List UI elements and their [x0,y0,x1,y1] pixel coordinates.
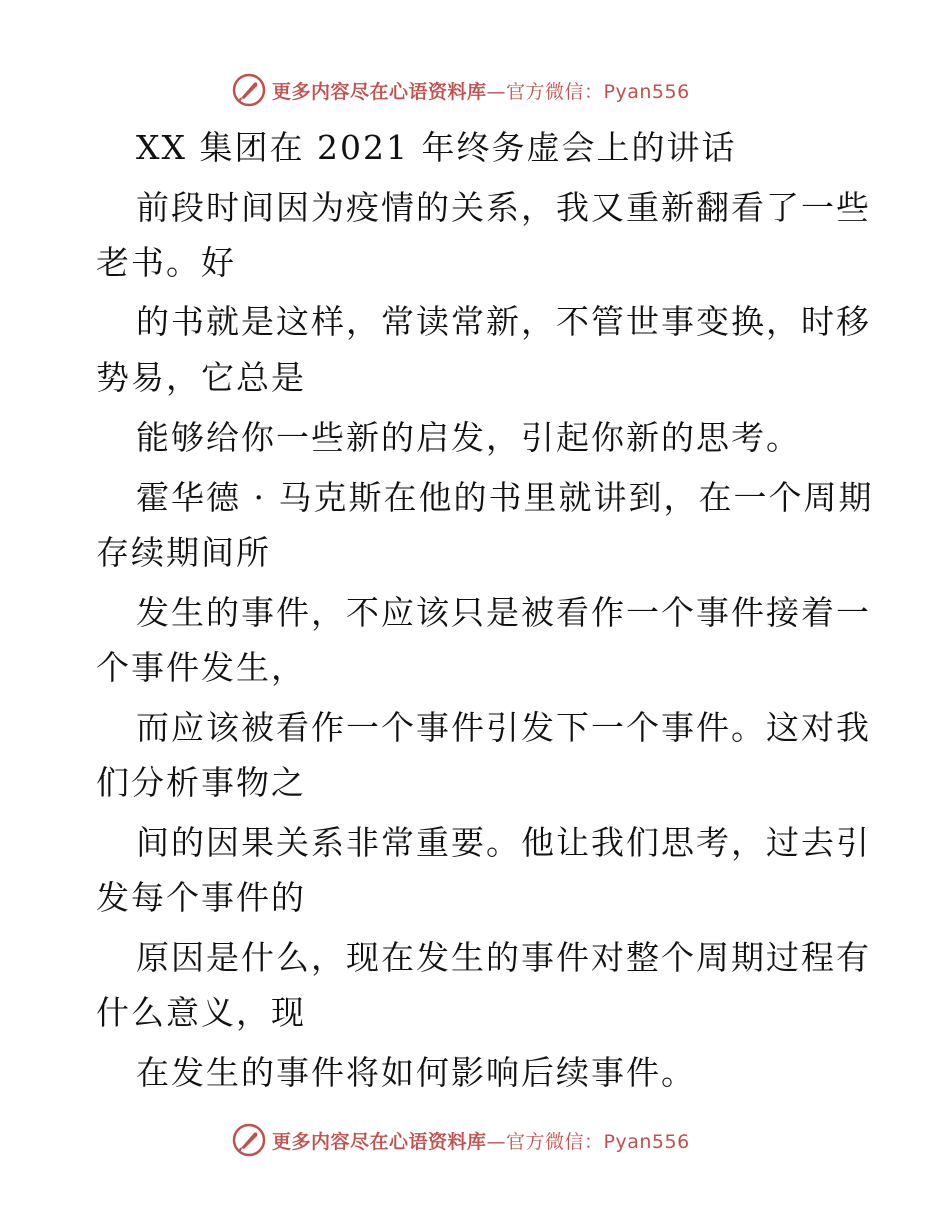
paragraph-line: 原因是什么，现在发生的事件对整个周期过程有 [136,938,871,977]
document-title: XX 集团在 2021 年终务虚会上的讲话 [136,128,737,167]
paragraph-line: 老书。好 [96,243,236,282]
paragraph-line: 前段时间因为疫情的关系，我又重新翻看了一些 [136,188,871,227]
paragraph-line: 们分析事物之 [96,763,306,802]
paragraph-line: 能够给你一些新的启发，引起你新的思考。 [136,418,801,457]
watermark-text [272,1127,690,1154]
watermark-separator: — [486,80,507,103]
paragraph-line: 势易，它总是 [96,358,306,397]
quill-logo-icon [232,1123,266,1157]
footer-watermark [232,1122,690,1158]
paragraph-line: 什么意义，现 [96,993,306,1032]
watermark-brand: 更多内容尽在心语资料库 [272,1130,487,1153]
paragraph-line: 个事件发生， [96,648,306,687]
paragraph-line: 霍华德 · 马克斯在他的书里就讲到，在一个周期 [136,478,874,517]
watermark-brand: 更多内容尽在心语资料库 [272,80,487,103]
paragraph-line: 在发生的事件将如何影响后续事件。 [136,1053,696,1092]
paragraph-line: 间的因果关系非常重要。他让我们思考，过去引 [136,823,871,862]
paragraph-line: 发每个事件的 [96,878,306,917]
paragraph-line: 而应该被看作一个事件引发下一个事件。这对我 [136,708,871,747]
watermark-wechat: 官方微信：Pyan556 [506,80,690,103]
watermark-separator: — [486,1130,507,1153]
paragraph-line: 发生的事件，不应该只是被看作一个事件接着一 [136,593,871,632]
paragraph-line: 的书就是这样，常读常新，不管世事变换，时移 [136,302,871,341]
paragraph-line: 存续期间所 [96,533,271,572]
watermark-wechat: 官方微信：Pyan556 [506,1130,690,1153]
